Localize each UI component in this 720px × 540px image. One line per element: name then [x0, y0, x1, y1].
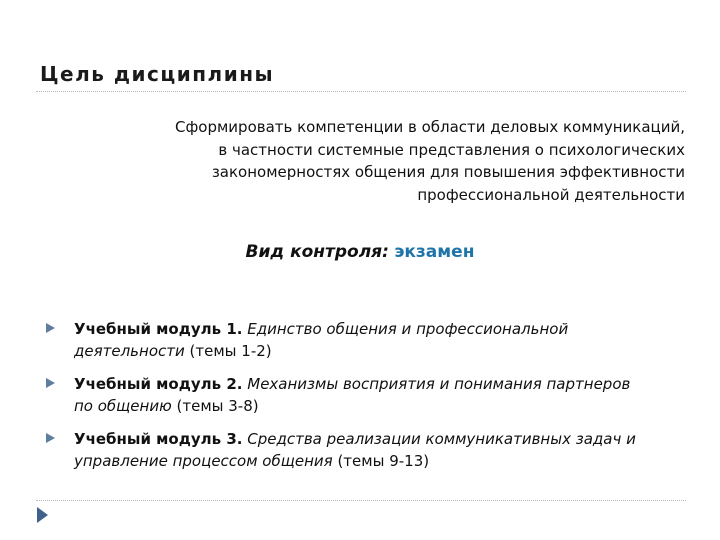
- module-topics: (темы 1-2): [189, 342, 272, 360]
- goal-paragraph: [125, 116, 685, 206]
- control-type-label: Вид контроля:: [245, 242, 389, 262]
- triangle-bullet-icon: [46, 378, 55, 388]
- module-line: [74, 428, 686, 450]
- triangle-bullet-icon: [46, 323, 55, 333]
- module-line: [74, 340, 686, 362]
- module-title: управление процессом общения: [74, 452, 333, 470]
- control-type-value: экзамен: [394, 242, 475, 262]
- module-line: [74, 395, 686, 417]
- module-line: [74, 450, 686, 472]
- goal-line: в частности системные представления о психологических: [218, 140, 685, 159]
- control-type: [0, 242, 720, 262]
- module-title: по общению: [74, 397, 172, 415]
- module-label: Учебный модуль 2.: [74, 375, 243, 393]
- module-topics: (темы 9-13): [337, 452, 430, 470]
- module-line: [74, 318, 686, 340]
- module-item-3: [46, 428, 686, 472]
- module-label: Учебный модуль 3.: [74, 430, 243, 448]
- module-title: Механизмы восприятия и понимания партнеров: [247, 375, 631, 393]
- triangle-bullet-icon: [46, 433, 55, 443]
- module-title: Единство общения и профессиональной: [247, 320, 569, 338]
- module-title: деятельности: [74, 342, 185, 360]
- module-label: Учебный модуль 1.: [74, 320, 243, 338]
- module-list: [46, 318, 686, 483]
- goal-line: закономерностях общения для повышения эффективности: [211, 163, 685, 181]
- module-topics: (темы 3-8): [176, 397, 259, 415]
- module-title: Средства реализации коммуникативных задач и: [247, 430, 636, 448]
- module-item-2: [46, 373, 686, 417]
- next-slide-arrow-icon[interactable]: [37, 507, 48, 523]
- goal-line: профессиональной деятельности: [417, 185, 685, 204]
- goal-line: Сформировать компетенции в области деловых коммуникаций,: [174, 118, 685, 136]
- module-line: [74, 373, 686, 395]
- footer-divider: [36, 500, 686, 501]
- module-item-1: [46, 318, 686, 362]
- title-divider: [36, 91, 686, 92]
- slide-title: Цель дисциплины: [40, 62, 275, 86]
